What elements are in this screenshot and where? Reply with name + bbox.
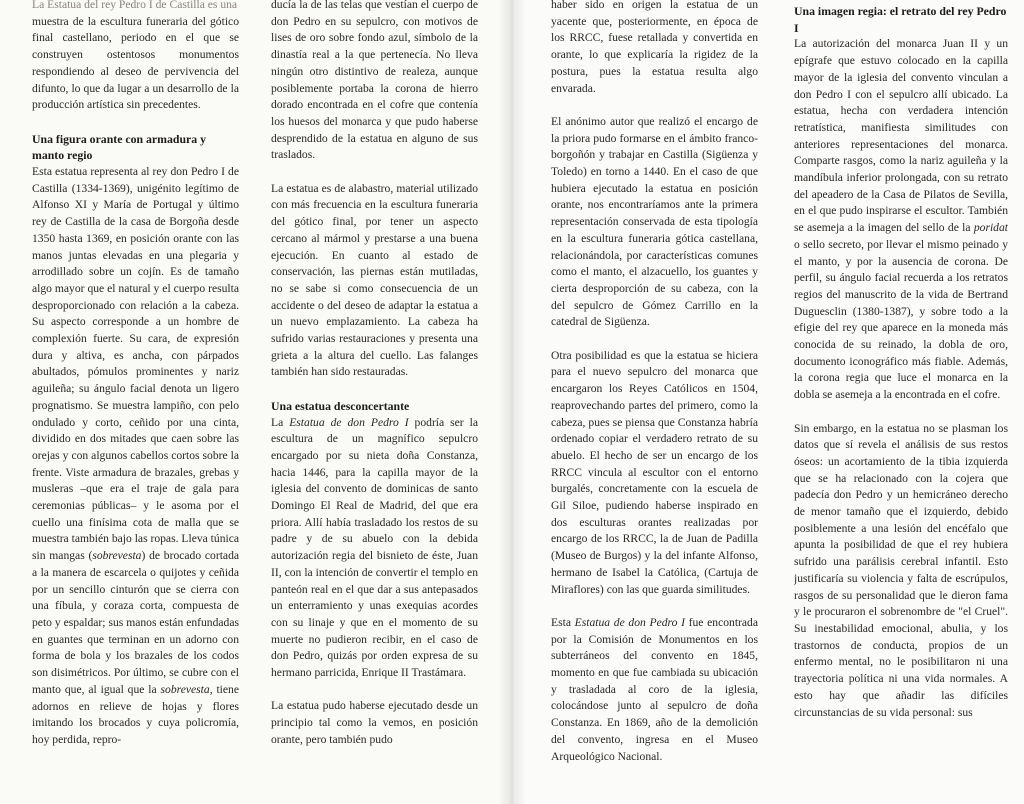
column-3 [551,0,758,787]
column-2 [271,0,478,787]
heading-imagen-regia: Una imagen regia: el retrato del rey Pedro I [794,4,1007,35]
column-2-paragraph-1: ducía la de las telas que vestían el cuerpo de don Pedro en su sepulcro, con motivos de lises de oro sobre fondo azul, símbolo de la dinastía real a la que pertenecía. No lleva ningún otro distintivo de realeza, aunque posiblemente portaba la corona de hierro dorado encontrada en el cofre que contenía los huesos del monarca y que pudo haberse desprendido de la estatua en alguno de sus traslados. [271,0,478,162]
column-1-intro-line: La Estatua del rey Pedro I de Castilla es una [32,0,238,11]
column-1-body-paragraph: Esta estatua representa al rey don Pedro I de Castilla (1334-1369), unigénito legítimo de Alfonso XI y María de Portugal y último rey de Castilla de la casa de Borgoña desde 1350 hasta 1369, en posición orante con las manos juntas elevadas en una plegaria y arrodillado sobre un cojín. Es de tamaño algo mayor que el natural y el cuerpo resulta desproporcionado con relación a la cabeza. Su aspecto corresponde a un hombre de complexión fuerte. Su cara, de expresión dura y altiva, es ancha, con párpados abultados, pómulos prominentes y nariz aguileña; su ángulo facial denota un ligero prognatismo. Se muestra lampiño, con pelo ondulado y corto, ceñido por una cinta, dividido en dos mitades que caen sobre las orejas y con algunos cabellos cortos sobre la frente. Viste armadura de brazales, grebas y musleras –que era el traje de gala para ceremonias públicas– y le asoma por el cuello una finísima cota de malla que se muestra también bajo las ropas. Lleva túnica sin mangas (sobrevesta) de brocado cortada a la manera de escarcela o quijotes y ceñida por un sencillo cinturón que se cierra con una fíbula, y coraza corta, compuesta de peto y espaldar; sus manos están enfundadas en guantes que terminan en un adorno con forma de bola y los brazales de los codos son disimétricos. Por último, se cubre con el manto que, al igual que la sobrevesta, tiene adornos en relieve de hojas y flores imitando los brocados y cuya policromía, hoy perdida, repro- [32,165,239,746]
column-1 [32,0,239,787]
column-4-paragraph-2: Sin embargo, en la estatua no se plasman los datos que sí revela el análisis de sus restos óseos: un acortamiento de la tibia izquierda que se ha relacionado con la cojera que padecía don Pedro y un hemicráneo derecho de menor tamaño que el izquierdo, debido posiblemente a una lesión del encéfalo que apunta la posibilidad de que el rey hubiera sufrido una parálisis cerebral infantil. Esto justificaría su violencia y falta de escrúpulos, rasgos de su personalidad que le dieron fama y le procuraron el sobrenombre de "el Cruel". Su inestabilidad emocional, abulia, y los trastornos de conducta, propios de un enfermo mental, no le posibilitaron ni una trayectoria política ni una vida normales. A esto hay que añadir las difíciles circunstancias de su vida personal: sus [794,421,1008,719]
column-3-paragraph-1: haber sido en origen la estatua de un yacente que, posteriormente, en época de los RRCC, fuese retallada y convertida en orante, lo que explicaría la rigidez de la postura, pues la estatua resulta algo envarada. [551,0,758,95]
book-gutter-shadow [498,0,526,804]
right-page [512,0,1024,804]
column-1-intro-paragraph: muestra de la escultura funeraria del gótico final castellano, periodo en el que se construyen ostentosos monumentos respondiendo al deseo de pervivencia del difunto, lo que da lugar a un desarrollo de la producción artística sin precedentes. [32,14,239,112]
column-3-paragraph-4: Esta Estatua de don Pedro I fue encontrada por la Comisión de Monumentos en los subterráneos del convento en 1845, momento en que fue cambiada su ubicación y trasladada al coro de la iglesia, colocándose junto al sepulcro de doña Constanza. En 1869, año de la demolición del convento, ingresa en el Museo Arqueológico Nacional. [551,615,758,763]
column-2-paragraph-4: La estatua pudo haberse ejecutado desde un principio tal como la vemos, en posición orante, pero también pudo [271,699,478,746]
column-2-paragraph-3: La Estatua de don Pedro I podría ser la escultura de un magnífico sepulcro encargado por su nieta doña Constanza, hacia 1446, para la capilla mayor de la iglesia del convento de dominicas de santo Domingo El Real de Madrid, del que era priora. Allí había trasladado los restos de su padre y de su abuelo con la debida autorización regia del bisnieto de éste, Juan II, con la intención de convertir el templo en panteón real en el que dar a sus antepasados un enterramiento y unas exequias acordes con su linaje y que en el momento de su muerte no pudieron recibir, en el caso de don Pedro, quizás por orden expresa de su hermano parricida, Enrique II Trastámara. [271,415,478,680]
heading-figura-orante: Una figura orante con armadura y manto regio [32,131,206,163]
column-4-paragraph-1: La autorización del monarca Juan II y un epígrafe que estuvo colocado en la capilla mayor de la iglesia del convento vinculan a don Pedro I con el sepulcro allí ubicado. La estatua, hecha con verdadera intención retratística, manifiesta similitudes con anteriores representaciones del monarca. Comparte rasgos, como la nariz aguileña y la mandíbula inferior prolongada, con su retrato del apeadero de la Casa de Pilatos de Sevilla, en el que pudo inspirarse el escultor. También se asemeja a la imagen del sello de la poridat o sello secreto, por llevar el mismo peinado y el manto, y por la ausencia de corona. De perfil, su ángulo facial recuerda a los retratos regios del manuscrito de la vida de Bertrand Duguesclin (1380-1387), y sobre todo a la efigie del rey que aparece en la moneda más conocida de su reinado, la dobla de oro, documento iconográfico más fiable. Además, la corona regia que luce el monarca en la dobla se asemeja a la encontrada en el cofre. [794,37,1008,402]
heading-estatua-desconcertante: Una estatua desconcertante [271,398,410,413]
column-3-paragraph-2: El anónimo autor que realizó el encargo de la priora pudo formarse en el ámbito franco-borgoñón y trabajar en Castilla (Sigüenza y Toledo) en torno a 1440. En el caso de que hubiera ejecutado la estatua en posición orante, nos encontraríamos ante la primera representación conservada de esta tipología en la escultura funeraria gótica castellana, relacionándola, por características comunes como el manto, el alzacuello, los guantes y cierta desproporción de su cabeza, con la del sepulcro de Gómez Carrillo en la catedral de Sigüenza. [551,114,758,329]
column-3-paragraph-3: Otra posibilidad es que la estatua se hiciera para el nuevo sepulcro del monarca que encargaron los Reyes Católicos en 1504, reaprovechando partes del primero, como la cabeza, pues se piensa que Constanza habría ordenado copiar el verdadero retrato de su abuelo. El hecho de ser un encargo de los RRCC vincula al escultor con el entorno burgalés, concretamente con la escuela de Gil Siloe, pudiendo haberse inspirado en dos esculturas orantes realizadas por encargo de los RRCC, la de Juan de Padilla (Museo de Burgos) y la del infante Alfonso, hermano de Isabel la Católica, (Cartuja de Miraflores) con las que guarda similitudes. [551,348,758,596]
column-4 [794,3,1008,793]
column-2-paragraph-2: La estatua es de alabastro, material utilizado con más frecuencia en la escultura funeraria del gótico final, por tener un aspecto cercano al mármol y prestarse a una buena ejecución. En cuanto al estado de conservación, las piernas están mutiladas, no se sabe si como consecuencia de un accidente o del deseo de adaptar la estatua a un nuevo emplazamiento. La cabeza ha sufrido varias restauraciones y presenta una grieta a la altura del cuello. Las falanges también han sido restauradas. [271,181,478,379]
